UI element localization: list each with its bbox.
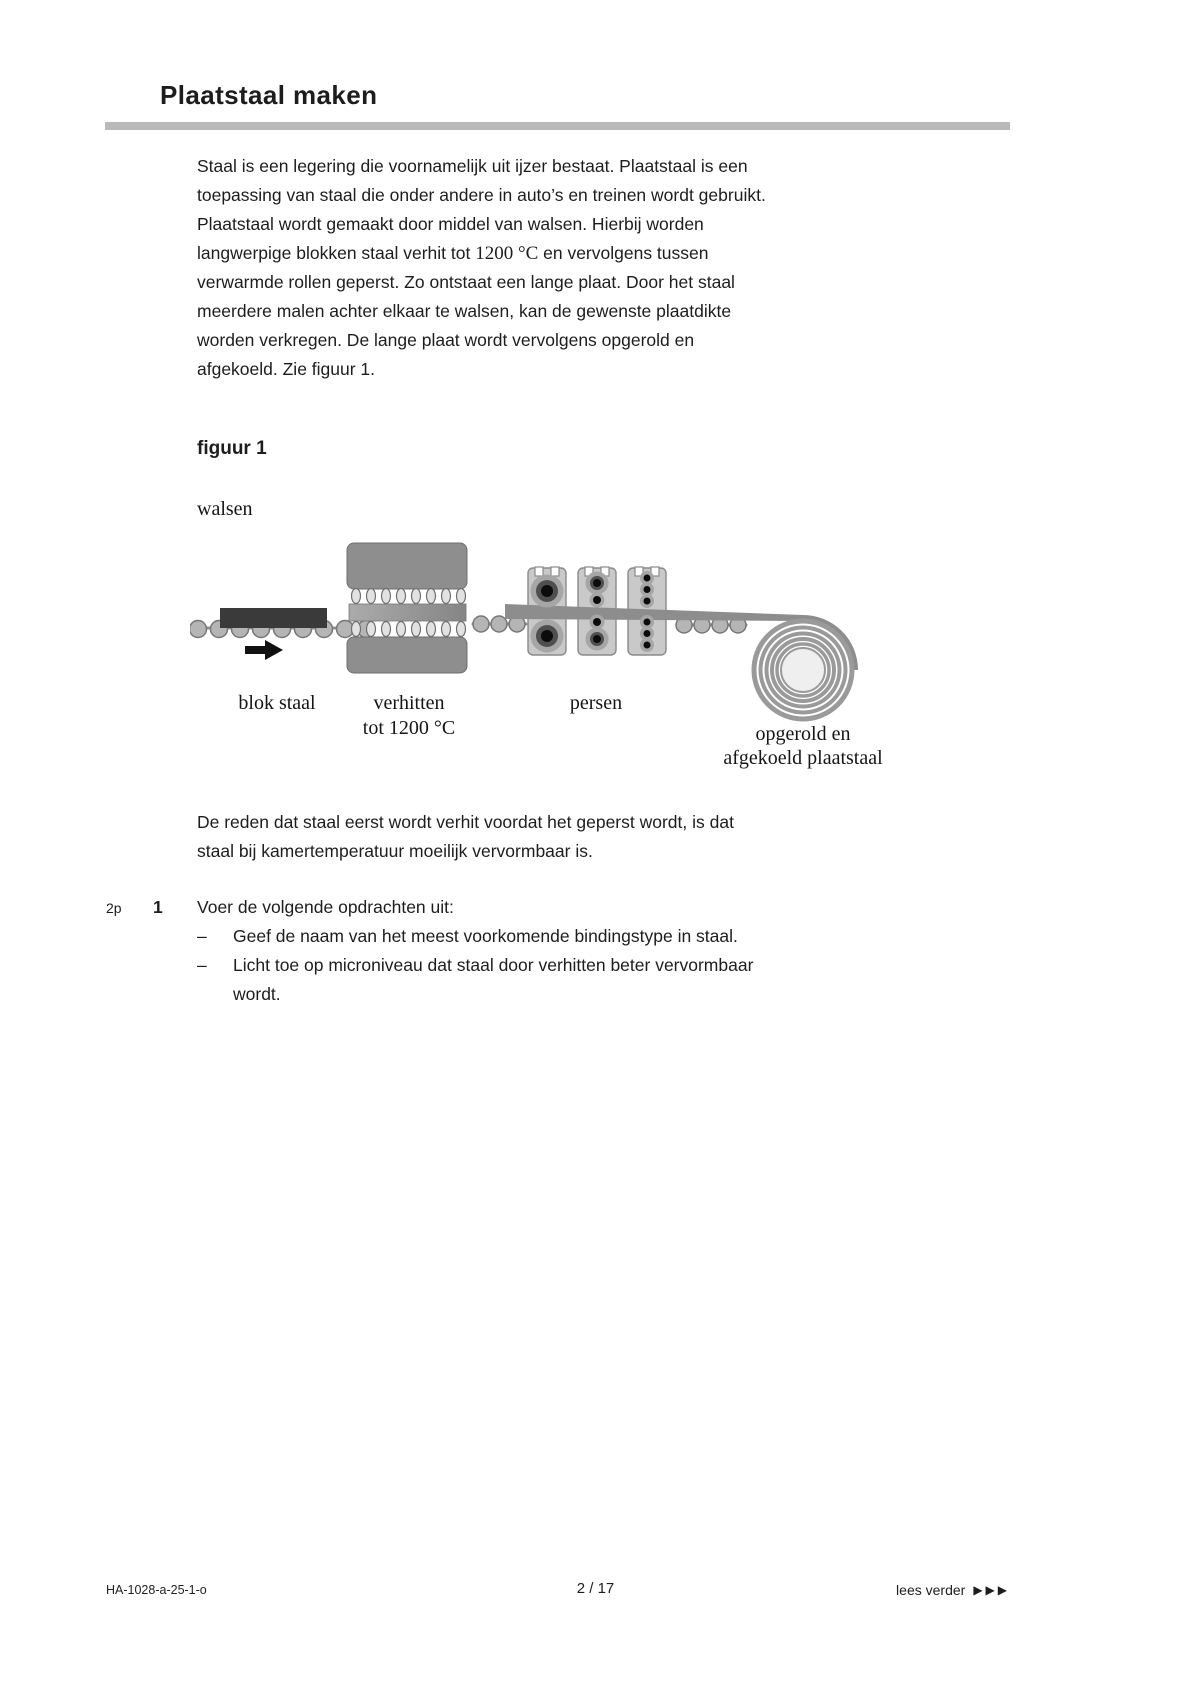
text-segment: en vervolgens tussen xyxy=(538,243,709,263)
figure-label-afgekoeld: afgekoeld plaatstaal xyxy=(723,747,883,769)
continue-arrows-icon: ▶▶▶ xyxy=(973,1583,1010,1597)
text-line: toepassing van staal die onder andere in auto’s en treinen wordt gebruikt. xyxy=(197,185,766,205)
question-stem: Voer de volgende opdrachten uit: xyxy=(197,897,454,917)
text-line: De reden dat staal eerst wordt verhit voordat het geperst wordt, is dat xyxy=(197,812,734,832)
footer-continue xyxy=(896,1582,1010,1598)
direction-arrow-icon xyxy=(245,640,283,660)
bullet-text: Geef de naam van het meest voorkomende bindingstype in staal. xyxy=(233,926,738,946)
process-figure xyxy=(190,488,900,778)
coil xyxy=(754,618,855,719)
text-line: meerdere malen achter elkaar te walsen, kan de gewenste plaatdikte xyxy=(197,301,732,321)
furnace-rollers-top xyxy=(352,589,466,604)
footer-doc-code: HA-1028-a-25-1-o xyxy=(106,1583,207,1597)
text-segment: langwerpige blokken staal verhit tot xyxy=(197,243,476,263)
figure-label-verhitten: verhitten xyxy=(373,692,445,714)
bullet-text: Licht toe op microniveau dat staal door verhitten beter vervormbaar xyxy=(233,955,754,975)
footer-continue-label: lees verder xyxy=(896,1582,966,1598)
question-number: 1 xyxy=(153,897,163,917)
question-bullet xyxy=(197,955,753,976)
text-line: verwarmde rollen geperst. Zo ontstaat een lange plaat. Door het staal xyxy=(197,272,735,292)
figure-label-persen: persen xyxy=(569,692,623,714)
bullet-dash: – xyxy=(197,926,207,946)
steel-block xyxy=(220,608,327,628)
reason-paragraph xyxy=(197,808,734,866)
question-bullet xyxy=(197,926,738,947)
text-line: staal bij kamertemperatuur moeilijk vervormbaar is. xyxy=(197,841,593,861)
figure-label-verhitten-temp: tot 1200 °C xyxy=(362,717,456,739)
bullet-text-continuation: wordt. xyxy=(233,984,281,1004)
furnace xyxy=(347,543,467,673)
temperature-value: 1200 °C xyxy=(475,243,539,264)
footer-page-number: 2 / 17 xyxy=(576,1580,615,1597)
title-rule xyxy=(105,122,1010,130)
text-line xyxy=(197,239,766,268)
text-line: worden verkregen. De lange plaat wordt vervolgens opgerold en xyxy=(197,330,695,350)
figure-label-blok-staal: blok staal xyxy=(238,692,316,714)
figure-label-walsen: walsen xyxy=(197,498,253,520)
intro-paragraph xyxy=(197,152,766,384)
page-title: Plaatstaal maken xyxy=(160,80,378,110)
question-points: 2p xyxy=(106,900,122,916)
figure-caption: figuur 1 xyxy=(197,438,267,459)
text-line: Plaatstaal wordt gemaakt door middel van walsen. Hierbij worden xyxy=(197,214,704,234)
figure-label-opgerold: opgerold en xyxy=(755,723,851,745)
bullet-dash: – xyxy=(197,955,207,975)
furnace-rollers-bottom xyxy=(352,622,466,637)
heated-slab xyxy=(349,604,466,621)
text-line: Staal is een legering die voornamelijk uit ijzer bestaat. Plaatstaal is een xyxy=(197,156,748,176)
text-line: afgekoeld. Zie figuur 1. xyxy=(197,359,376,379)
